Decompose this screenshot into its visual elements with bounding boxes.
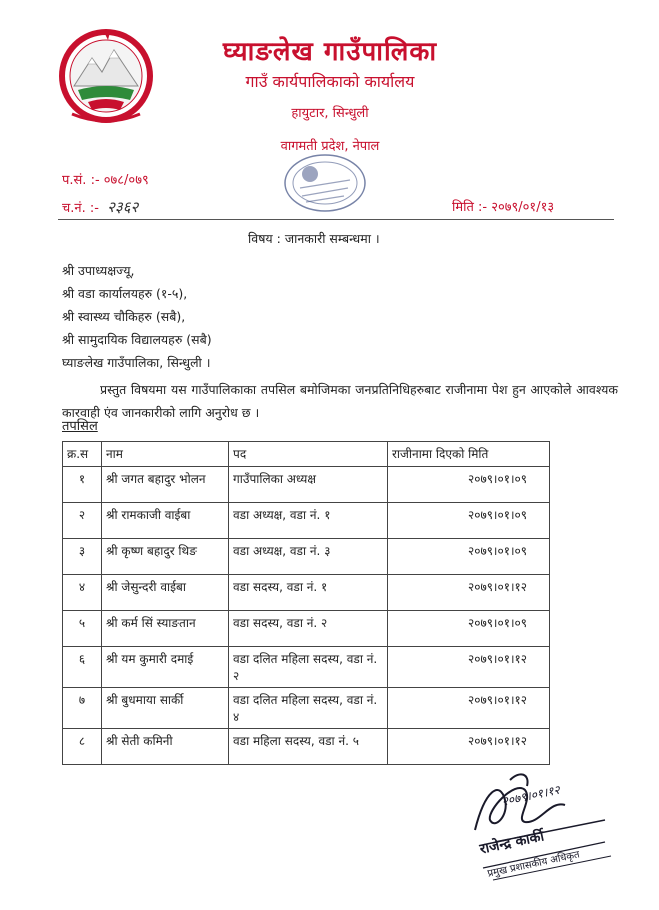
signatory-name: राजेन्द्र कार्की: [478, 828, 546, 858]
nepal-emblem-logo: [58, 24, 154, 128]
header-resignation-date: राजीनामा दिएको मिति: [388, 442, 550, 467]
cell-date: २०७९।०१।१२: [388, 729, 550, 765]
cell-position: वडा महिला सदस्य, वडा नं. ५: [229, 729, 388, 765]
table-row: [63, 688, 550, 729]
cell-position: वडा सदस्य, वडा नं. २: [229, 611, 388, 647]
cell-name: श्री सेती कमिनी: [102, 729, 229, 765]
cell-date: २०७९।०१।१२: [388, 688, 550, 729]
cell-position: गाउँपालिका अध्यक्ष: [229, 467, 388, 503]
address-line-2: वागमती प्रदेश, नेपाल: [280, 139, 380, 154]
cell-position: वडा सदस्य, वडा नं. १: [229, 575, 388, 611]
table-row: [63, 647, 550, 688]
header-serial: क्र.स: [63, 442, 102, 467]
cell-date: २०७९।०१।१२: [388, 575, 550, 611]
cell-name: श्री रामकाजी वाईबा: [102, 503, 229, 539]
cell-serial: २: [63, 503, 102, 539]
details-heading: तपसिल: [62, 419, 98, 434]
signatory-designation: प्रमुख प्रशासकीय अधिकृत: [486, 849, 581, 880]
cell-name: श्री जेसुन्दरी वाईबा: [102, 575, 229, 611]
dispatch-number-label: च.नं. :-: [62, 201, 99, 216]
table-row: [63, 539, 550, 575]
cell-name: श्री यम कुमारी दमाई: [102, 647, 229, 688]
cell-position: वडा दलित महिला सदस्य, वडा नं. २: [229, 647, 388, 688]
municipality-title: घ्याङलेख गाउँपालिका: [222, 37, 438, 67]
addressee-5: घ्याङलेख गाउँपालिका, सिन्धुली ।: [62, 355, 211, 370]
letter-date: मिति :- २०७९/०१/१३: [452, 200, 555, 215]
addressee-2: श्री वडा कार्यालयहरु (१-५),: [62, 286, 188, 301]
table-row: [63, 503, 550, 539]
cell-date: २०७९।०१।०९: [388, 539, 550, 575]
table-row: [63, 467, 550, 503]
addressee-4: श्री सामुदायिक विद्यालयहरु (सबै): [62, 332, 212, 347]
cell-serial: ३: [63, 539, 102, 575]
dispatch-number-line: [62, 197, 138, 217]
cell-position: वडा दलित महिला सदस्य, वडा नं. ४: [229, 688, 388, 729]
cell-name: श्री जगत बहादुर भोलन: [102, 467, 229, 503]
office-name: गाउँ कार्यपालिकाको कार्यालय: [245, 72, 415, 91]
cell-serial: १: [63, 467, 102, 503]
cell-date: २०७९।०१।०९: [388, 467, 550, 503]
table-row: [63, 611, 550, 647]
cell-position: वडा अध्यक्ष, वडा नं. १: [229, 503, 388, 539]
cell-position: वडा अध्यक्ष, वडा नं. ३: [229, 539, 388, 575]
cell-name: श्री कृष्ण बहादुर थिङ: [102, 539, 229, 575]
resignation-table: [62, 441, 550, 765]
addressee-3: श्री स्वास्थ्य चौकिहरु (सबै),: [62, 309, 186, 324]
reference-number: प.सं. :- ०७८/०७९: [62, 173, 149, 188]
address-line-1: हायुटार, सिन्धुली: [291, 106, 369, 121]
cell-date: २०७९।०१।०९: [388, 503, 550, 539]
cell-serial: ७: [63, 688, 102, 729]
subject-line: विषय : जानकारी सम्बन्धमा ।: [248, 231, 380, 246]
header-name: नाम: [102, 442, 229, 467]
table-row: [63, 575, 550, 611]
cell-serial: ४: [63, 575, 102, 611]
cell-name: श्री कर्म सिं स्याङतान: [102, 611, 229, 647]
cell-serial: ८: [63, 729, 102, 765]
addressee-1: श्री उपाध्यक्षज्यू,: [62, 263, 135, 278]
cell-date: २०७९।०१।०९: [388, 611, 550, 647]
cell-name: श्री बुधमाया सार्की: [102, 688, 229, 729]
letter-body: प्रस्तुत विषयमा यस गाउँपालिकाका तपसिल बमोजिमका जनप्रतिनिधिहरुबाट राजीनामा पेश हुन आएकोले आवश्यक कारवाही एंव जानकारीको लागि अनुरोध छ ।: [62, 382, 618, 420]
office-stamp: [280, 150, 370, 216]
signature-block: [455, 760, 625, 890]
table-header-row: [63, 442, 550, 467]
cell-date: २०७९।०१।१२: [388, 647, 550, 688]
signature-date: २०७९।०१।१२: [500, 782, 562, 809]
header-divider: [58, 219, 614, 220]
header-position: पद: [229, 442, 388, 467]
cell-serial: ५: [63, 611, 102, 647]
dispatch-number-handwritten: २३६२: [107, 198, 139, 216]
cell-serial: ६: [63, 647, 102, 688]
